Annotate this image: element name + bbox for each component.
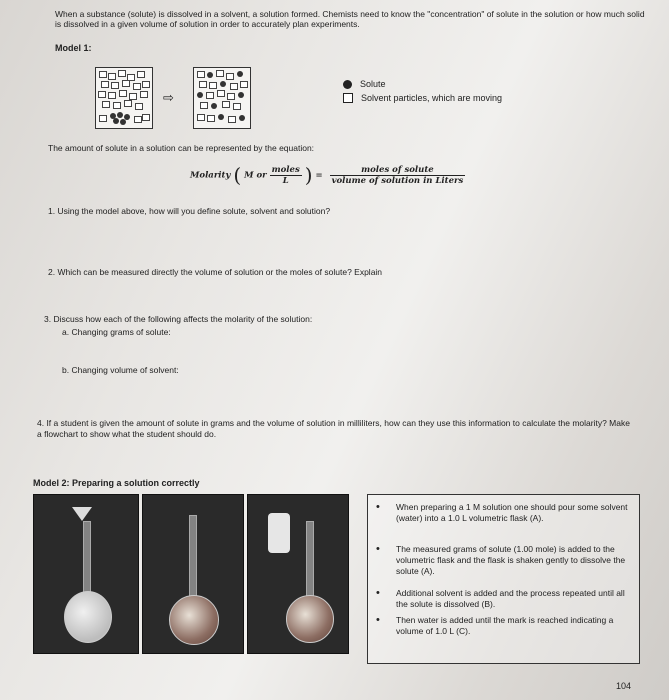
equation-lhs: Molarity (190, 170, 231, 181)
molarity-equation: Molarity ( M or $\frac{\text{moles}}{L}$ ) = $\frac{\text{moles of solute}}{\text{volume of solution in Liters}}$ (190, 163, 464, 187)
filled-circle-icon (343, 80, 352, 89)
wash-bottle-icon (268, 513, 290, 553)
question-1: 1. Using the model above, how will you define solute, solvent and solution? (48, 206, 331, 216)
legend-solute-label: Solute (360, 79, 386, 89)
step-bullet-1: • When preparing a 1 M solution one should pour some solvent (water) into a 1.0 L volumetric flask (A). (396, 502, 631, 524)
equation-m-or: M or (244, 170, 267, 181)
question-4: 4. If a student is given the amount of solute in grams and the volume of solution in milliliters, how can they use this information to calculate the molarity? Make a flowchart to show what the student should do. (37, 418, 630, 439)
model1-title: Model 1: (55, 43, 92, 53)
intro-paragraph: When a substance (solute) is dissolved in a solvent, a solution formed. Chemists need to know the "concentration" of solute in the solution or how much solid is dissolved in a given volume of solution in order to accurately plan experiments. (55, 9, 645, 29)
rhs-denominator: volume of solution in Liters (331, 175, 464, 186)
step-bullet-4: • Then water is added until the mark is reached indicating a volume of 1.0 L (C). (396, 615, 631, 637)
legend-solvent-label: Solvent particles, which are moving (361, 93, 503, 103)
question-3b: b. Changing volume of solvent: (62, 365, 179, 375)
moles-per-liter-fraction (270, 165, 302, 186)
model1-before-diagram (95, 67, 153, 129)
model1-after-diagram (193, 67, 251, 129)
legend-solute (343, 79, 386, 89)
right-arrow-icon: ⇨ (163, 90, 174, 105)
page-number: 104 (616, 681, 632, 691)
rhs-numerator: moles of solute (330, 165, 466, 176)
empty-square-icon (343, 93, 353, 103)
fraction-numerator: moles (271, 164, 300, 175)
fraction-denominator: L (282, 175, 289, 186)
question-2: 2. Which can be measured directly the volume of solution or the moles of solute? Explain (48, 267, 383, 277)
step-bullet-2: • The measured grams of solute (1.00 mole) is added to the volumetric flask and the flask is shaken gently to dissolve the solute (A). (396, 544, 631, 577)
model2-title: Model 2: Preparing a solution correctly (33, 478, 200, 488)
moles-per-volume-fraction (330, 165, 466, 186)
photo-b-flask (142, 494, 244, 654)
funnel-icon (72, 507, 92, 521)
legend-solvent (343, 93, 502, 103)
photo-c-flask (247, 494, 349, 654)
question-3a: a. Changing grams of solute: (62, 327, 171, 337)
step-bullet-3: • Additional solvent is added and the process repeated until all the solute is dissolved (B). (396, 588, 631, 610)
question-3: 3. Discuss how each of the following affects the molarity of the solution: (44, 314, 313, 324)
photo-a-flask (33, 494, 139, 654)
model2-steps-box (367, 494, 640, 664)
equation-intro: The amount of solute in a solution can be represented by the equation: (48, 143, 315, 153)
equation-equals: = (315, 170, 323, 181)
